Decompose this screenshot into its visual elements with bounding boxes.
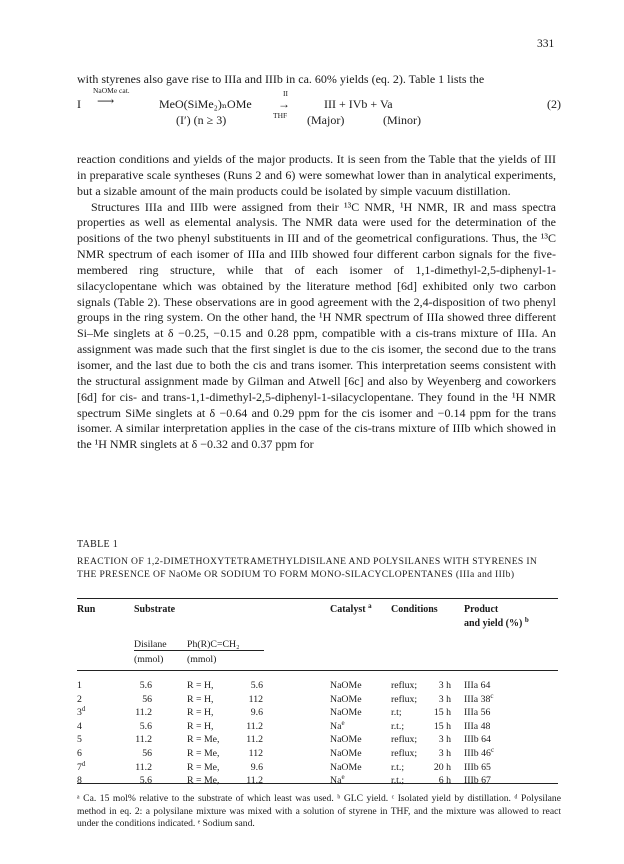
equation-minor: (Minor) (383, 113, 421, 127)
equation-solvent: THF (273, 111, 288, 120)
cell-r-group: R = Me, (187, 775, 220, 787)
footnote-marker: c (490, 746, 495, 754)
cell-condition: reflux; (391, 748, 418, 759)
cell-styrene: 11.2 (246, 720, 263, 732)
equation-major: (Major) (307, 113, 345, 127)
cell-catalyst: NaOMe (330, 748, 362, 759)
substrate-sub-rule (134, 650, 264, 651)
cell-run: 4 (77, 720, 82, 732)
cell-condition: reflux; (391, 693, 418, 705)
header-product-yield: and yield (%) $^b$ (464, 616, 529, 629)
cell-product: IIIb 67 (464, 775, 491, 787)
cell-r-group: R = H, (187, 720, 214, 732)
cell-run: 6 (77, 748, 82, 759)
cell-condition: r.t.; (391, 720, 405, 732)
equation-2 (77, 86, 561, 136)
paragraph-body-2: Structures IIIa and IIIb were assigned from their ¹³C NMR, ¹H NMR, IR and mass spectra properties as well as elemental analysis. The NMR data were used for the determination of the positions of the two phenyl substituents in III and of the geometrical configurations. Thus, the ¹³C NMR spectrum of each isomer of IIIa and IIIb showed four different carbon signals for the five-membered ring structure, while that of each isomer of 1,1-dimethyl-2,5-diphenyl-1-silacyclopentane which was obtained by the literature method [6d] exhibited only two carbon signals (Table 2). These observations are in good agreement with the 2,4-disposition of two phenyl groups in the ring system. On the other hand, the ¹H NMR spectrum of IIIa showed three different Si–Me singlets at δ −0.25, −0.15 and 0.28 ppm, compatible with a cis-trans mixture of IIIa. An assignment was made such that the first singlet is due to the cis isomer, the second due to the trans isomer, and the last due to both the cis and trans isomer. This interpretation seems consistent with the structural assignment made by Gilman and Atwell [6c] and also by Weyenberg and coworkers [6d] for cis- and trans-1,1-dimethyl-2,5-diphenyl-1-silacyclopentane. They found in the ¹H NMR spectrum SiMe singlets at δ −0.64 and 0.29 ppm for the cis isomer and −0.14 ppm for the trans isomer. A similar interpretation applies in the case of the cis-trans mixture of IIIb which showed in the ¹H NMR singlets at δ −0.32 and 0.37 ppm for (77, 199, 556, 452)
cell-r-group: R = Me, (187, 761, 220, 773)
cell-styrene: 11.2 (246, 734, 263, 746)
cell-catalyst: Na$^e$ (330, 773, 345, 787)
cell-condition: reflux; (391, 734, 418, 746)
cell-disilane: 11.2 (135, 734, 152, 746)
cell-styrene: 9.6 (250, 707, 263, 719)
cell-disilane: 11.2 (135, 761, 152, 773)
cell-disilane: 5.6 (139, 775, 152, 787)
table-caption: REACTION OF 1,2-DIMETHOXYTETRAMETHYLDISILANE AND POLYSILANES WITH STYRENES IN THE PRESENCE OF NaOMe OR SODIUM TO FORM MONO-SILACYCLOPENTANES (IIIa and IIIb) (77, 556, 538, 580)
cell-run: 1 (77, 680, 82, 691)
table-label: TABLE 1 (77, 539, 119, 550)
footnote-marker: d (81, 759, 86, 768)
footnote-marker: e (341, 718, 345, 727)
cell-product: IIIa 48 (464, 720, 491, 732)
cell-run: 7$^d$ (77, 759, 86, 773)
cell-disilane: 56 (142, 748, 152, 759)
cell-time: 20 h (433, 761, 451, 773)
cell-time: 3 h (438, 748, 451, 759)
cell-time: 15 h (433, 720, 451, 732)
equation-species-sub: (I′) (n ≥ 3) (176, 113, 227, 127)
cell-catalyst: NaOMe (330, 680, 362, 691)
footnote-marker: d (81, 705, 86, 714)
cell-product: IIIa 56 (464, 707, 491, 719)
cell-styrene: 112 (248, 748, 263, 759)
cell-time: 15 h (433, 707, 451, 719)
cell-product: IIIa 64 (464, 680, 491, 691)
cell-time: 6 h (438, 775, 451, 787)
equation-lhs: I (77, 97, 81, 111)
paragraph-main (77, 152, 556, 453)
cell-disilane: 56 (142, 693, 152, 705)
cell-catalyst: Na$^e$ (330, 718, 345, 732)
subheader-disilane-unit: (mmol) (134, 654, 164, 665)
cell-catalyst: NaOMe (330, 693, 362, 705)
cell-product: IIIb 64 (464, 734, 491, 746)
cell-condition: r.t.; (391, 775, 405, 787)
equation-species: MeO(SiMe₂)ₙOMe (159, 97, 252, 111)
cell-run: 2 (77, 693, 82, 705)
cell-catalyst: NaOMe (330, 707, 362, 719)
equation-arrow-2: → (278, 97, 290, 111)
cell-r-group: R = Me, (187, 734, 220, 746)
table-bottom-rule (77, 783, 558, 784)
equation-number: (2) (547, 97, 561, 111)
cell-disilane: 11.2 (135, 707, 152, 719)
header-substrate: Substrate (134, 604, 176, 615)
footnote-marker: c (490, 691, 494, 700)
cell-disilane: 5.6 (139, 720, 152, 732)
cell-condition: r.t.; (391, 761, 405, 773)
cell-styrene: 11.2 (246, 775, 263, 787)
subheader-disilane: Disilane (134, 639, 167, 650)
header-conditions: Conditions (391, 604, 438, 615)
subheader-styrene: Ph(R)C=CH₂ (187, 639, 240, 650)
cell-catalyst: NaOMe (330, 734, 362, 746)
equation-arrow-1: ⟶ (97, 94, 114, 108)
cell-product: IIIa 38$^c$ (464, 691, 494, 705)
cell-disilane: 5.6 (139, 680, 152, 691)
cell-product: IIIb 46$^c$ (464, 746, 495, 759)
page-number: 331 (537, 38, 555, 50)
cell-styrene: 9.6 (250, 761, 263, 773)
cell-r-group: R = H, (187, 680, 214, 691)
footnote-marker: e (341, 773, 345, 782)
table-header-rule (77, 670, 558, 671)
cell-r-group: R = H, (187, 693, 214, 705)
subheader-styrene-unit: (mmol) (187, 654, 217, 665)
paragraph-body-1: reaction conditions and yields of the major products. It is seen from the Table that the yields of III in preparative scale syntheses (Runs 2 and 6) were somewhat lower than in analytical experiments, but a sizable amount of the main products could be isolated by simple vacuum distillation. (77, 152, 556, 198)
cell-run: 8 (77, 775, 82, 787)
cell-condition: r.t; (391, 707, 402, 719)
cell-styrene: 5.6 (250, 680, 263, 691)
header-catalyst: Catalyst $^a$ (330, 602, 372, 615)
table-footnote: ᵃ Ca. 15 mol% relative to the substrate of which least was used. ᵇ GLC yield. ᶜ Isolated yield by distillation. ᵈ Polysilane method in eq. 2: a polysilane mixture was mixed with a solution of styrene in THF, and the mixture was allowed to react under the conditions indicated. ᵉ Sodium sand. (77, 793, 561, 830)
equation-products: III + IVb + Va (324, 97, 393, 111)
cell-time: 3 h (438, 680, 451, 691)
equation-catalyst: NaOMe cat. (93, 86, 130, 95)
cell-condition: reflux; (391, 680, 418, 691)
cell-r-group: R = H, (187, 707, 214, 719)
paragraph-intro-text: with styrenes also gave rise to IIIa and IIIb in ca. 60% yields (eq. 2). Table 1 lists the (77, 72, 485, 86)
cell-product: IIIb 65 (464, 761, 491, 773)
header-product: Product (464, 604, 499, 615)
header-run: Run (77, 604, 96, 615)
cell-styrene: 112 (248, 693, 263, 705)
table-top-rule (77, 598, 558, 599)
cell-time: 3 h (438, 693, 451, 705)
cell-run: 3$^d$ (77, 705, 86, 719)
equation-reagent: II (283, 89, 288, 98)
cell-r-group: R = Me, (187, 748, 220, 759)
cell-catalyst: NaOMe (330, 761, 362, 773)
cell-time: 3 h (438, 734, 451, 746)
cell-run: 5 (77, 734, 82, 746)
